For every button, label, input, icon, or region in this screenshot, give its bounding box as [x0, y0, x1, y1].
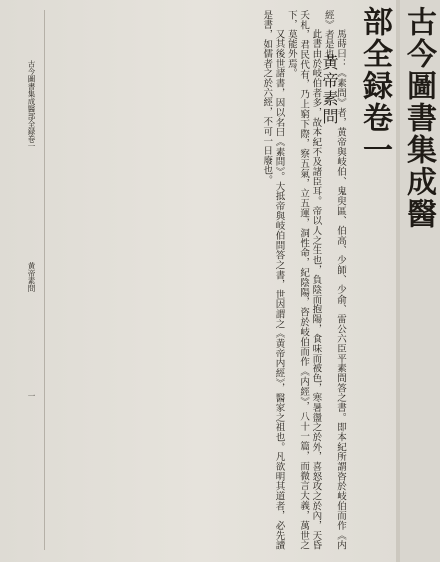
body-paragraph: 馬蒔曰：《素問》者，黄帝與岐伯、鬼臾區、伯高、少師、少俞、雷公六臣平素問答之書。即本紀所謂咨於岐伯而作《内經》者是也。 — [322, 10, 346, 550]
body-text — [56, 10, 346, 550]
book-title: 古今圖書集成醫部全録卷一 — [357, 6, 436, 230]
folio-page-number: 一 — [27, 392, 36, 400]
folio-book-title: 古今圖書集成醫部全録卷一 — [27, 60, 36, 150]
body-paragraph: 此書由於岐伯者多，故本紀不及諸臣耳。帝以人之生也，負陰而抱陽，食味而被色，寒暑盪之於外，喜怒攻之於內，天昏夭札，君民代有，乃上窮下際，察五氣，立五運，洞性命，紀陰陽，咨於岐伯而作《内經》，八十一篇，而微言大義，萬世之下，莫能外焉。 — [285, 10, 322, 550]
folio-section-title: 黄帝素問 — [27, 262, 36, 292]
margin-rule — [44, 10, 45, 550]
body-paragraph: 又其後世諸書，因以名曰《素問》。大抵帝與岐伯問答之書，世因謂之《黄帝内經》，醫家之祖也。凡欲明其道者，必先讀是書，如儒者之於六經，不可一日廢也。 — [261, 10, 285, 550]
chapter-title: 黄帝素問 — [320, 54, 339, 126]
